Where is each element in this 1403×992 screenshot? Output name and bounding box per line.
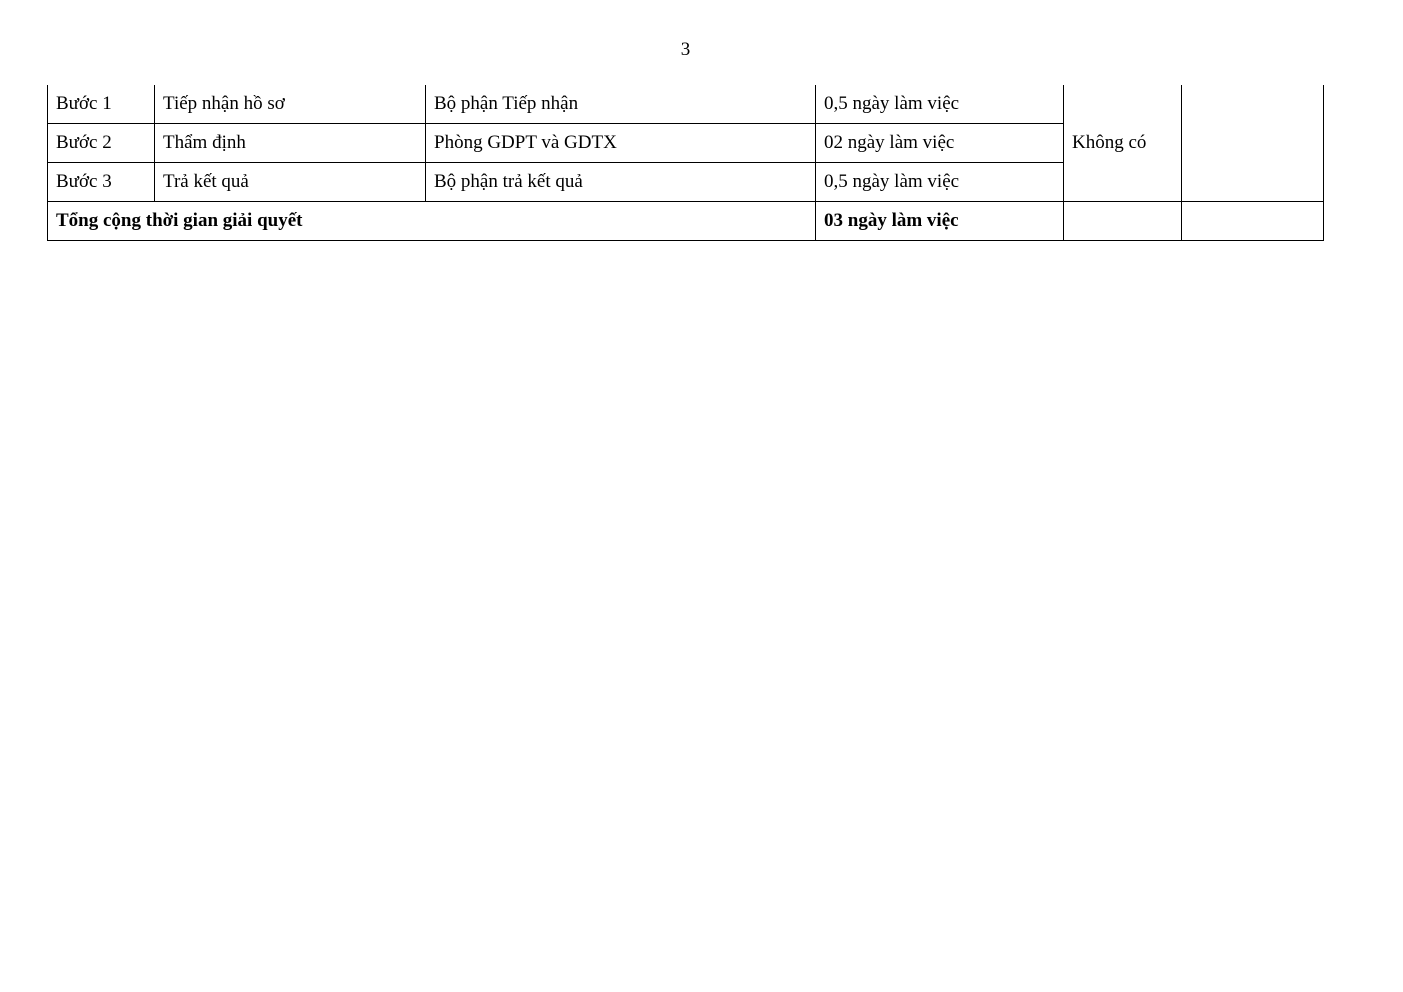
task-cell: Trả kết quả: [155, 163, 426, 202]
total-row: [48, 202, 1324, 241]
table-row: [48, 85, 1324, 124]
merged-note-cell: Không có: [1064, 85, 1182, 202]
step-cell: Bước 1: [48, 85, 155, 124]
empty-cell: [1182, 85, 1324, 202]
unit-cell: Phòng GDPT và GDTX: [426, 124, 816, 163]
empty-cell: [1182, 202, 1324, 241]
time-cell: 02 ngày làm việc: [816, 124, 1064, 163]
total-label: Tổng cộng thời gian giải quyết: [48, 202, 816, 241]
unit-cell: Bộ phận Tiếp nhận: [426, 85, 816, 124]
total-time: 03 ngày làm việc: [816, 202, 1064, 241]
procedure-table: [47, 85, 1324, 241]
time-cell: 0,5 ngày làm việc: [816, 163, 1064, 202]
step-cell: Bước 2: [48, 124, 155, 163]
empty-cell: [1064, 202, 1182, 241]
unit-cell: Bộ phận trả kết quả: [426, 163, 816, 202]
task-cell: Thẩm định: [155, 124, 426, 163]
time-cell: 0,5 ngày làm việc: [816, 85, 1064, 124]
task-cell: Tiếp nhận hồ sơ: [155, 85, 426, 124]
step-cell: Bước 3: [48, 163, 155, 202]
page-number: 3: [680, 39, 691, 60]
